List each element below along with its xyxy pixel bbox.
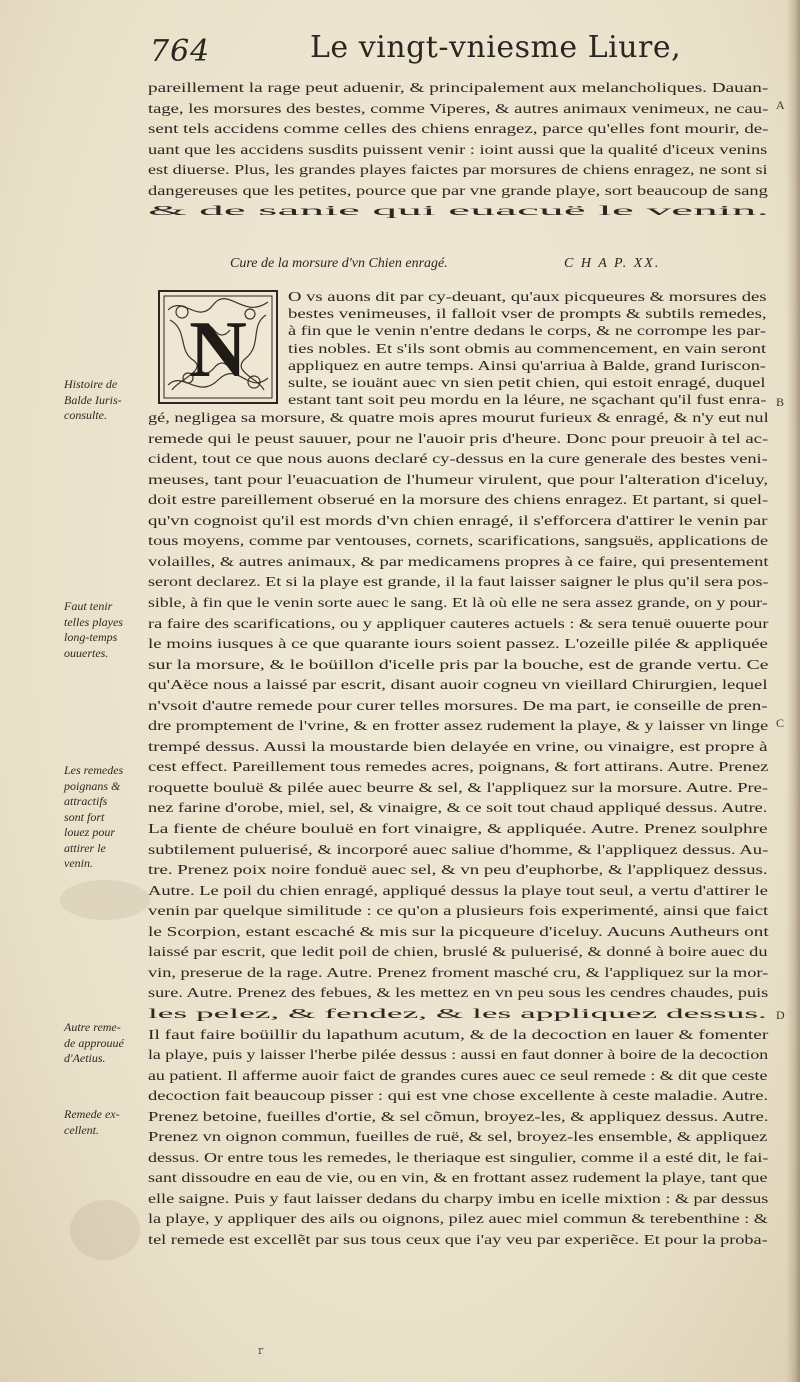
text-line: n'vsoit d'autre remede pour curer telles morsures. De ma part, ie conseille de pren-	[148, 697, 768, 713]
margin-letter: A	[776, 98, 785, 112]
text-line: estant tant soit peu mordu en la léure, ne sçachant qu'il fust enra-	[288, 392, 767, 408]
margin-note-line: Autre reme-	[64, 1020, 121, 1034]
text-line: Prenez betoine, fueilles d'ortie, & sel cõmun, broyez-les, & appliquez dessus. Autre.	[148, 1108, 769, 1124]
text-line: au patient. Il afferme auoir faict de grandes cures auec ce seul remede : & dit que ceste	[148, 1067, 768, 1083]
text-line: tre. Prenez poix noire fonduë auec sel, & vn peu d'euphorbe, & l'appliquez dessus.	[148, 862, 768, 878]
text-line: volailles, & autres animaux, & par medicamens propres à ce faire, qui presentement	[148, 553, 769, 569]
running-title: Le vingt-vniesme Liure,	[310, 30, 682, 65]
margin-note-line: long-temps	[64, 630, 118, 644]
text-line: seront declarez. Et si la playe est grande, il la faut laisser saigner le plus qu'il sera pos-	[148, 574, 769, 590]
chapter-number: C H A P. XX.	[564, 256, 661, 271]
text-line: ties nobles. Et s'ils sont obmis au commencement, en vain seront	[288, 340, 767, 356]
initial-letter: N	[189, 306, 247, 394]
text-line: laissé par escrit, que ledit poil de chien, bruslé & puluerisé, & donné à boire auec du	[148, 944, 768, 960]
page-number: 764	[150, 34, 211, 69]
text-line: le Scorpion, estant escaché & mis sur la picqueure d'iceluy. Aucuns Autheurs ont	[148, 923, 769, 939]
text-line: sur la morsure, & le boüillon d'icelle pris par la bouche, est de grande vertu. Ce	[148, 656, 769, 672]
text-line: dre promptement de l'vrine, & en frotter assez rudement la playe, & y laisser vn linge	[148, 718, 769, 734]
page-header	[150, 30, 682, 72]
text-line: cest effect. Pareillement tous remedes acres, poignans, & fort attirans. Autre. Prenez	[148, 759, 769, 775]
paper-stain	[70, 1200, 140, 1260]
text-line: Prenez vn oignon commun, fueilles de ruë, & sel, broyez-les ensemble, & appliquez	[148, 1129, 768, 1145]
margin-note-line: Les remedes	[64, 763, 124, 777]
text-line: roquette bouluë & pilée auec beurre & sel, & l'appliquez sur la morsure. Autre. Pre-	[148, 779, 769, 795]
margin-note-line: ouuertes.	[64, 645, 109, 660]
margin-note-line: consulte.	[64, 408, 107, 422]
text-line: Autre. Le poil du chien enragé, appliqué dessus la playe tout seul, a vertu d'attirer le	[148, 882, 768, 898]
text-line: bestes venimeuses, il falloit vser de prompts & subtils remedes,	[288, 306, 767, 322]
chapter-title: Cure de la morsure d'vn Chien enragé.	[230, 256, 448, 271]
footer-mark: r	[258, 1344, 264, 1357]
text-line: O vs auons dit par cy-deuant, qu'aux picqueures & morsures des	[288, 289, 767, 304]
margin-letter: C	[776, 716, 785, 730]
margin-note-line: attirer le	[64, 840, 106, 855]
margin-note-line: attractifs	[64, 794, 108, 808]
text-line: qu'vn cognoist qu'il est mords d'vn chien enragé, il s'efforcera d'attirer le venin par	[148, 512, 768, 528]
text-line: pareillement la rage peut aduenir, & principalement aux melancholiques. Dauan-	[148, 80, 769, 95]
text-line: est diuerse. Plus, les grandes playes faictes par morsures de chiens enragez, ne sont si	[148, 162, 768, 177]
text-line: doit estre pareillement obserué en la morsure des chiens enragez. Et partant, si quel-	[148, 492, 769, 508]
text-line: dangereuses que les petites, pource que par vne grande playe, sort beaucoup de sang	[148, 182, 768, 198]
margin-note-line: de approuué	[64, 1035, 124, 1050]
margin-note-line: venin.	[64, 856, 93, 870]
margin-letter: B	[776, 395, 785, 409]
text-line: vin, preserue de la rage. Autre. Prenez froment masché cru, & l'appliquez sur la mor-	[148, 964, 769, 980]
text-line: sant dissoudre en eau de vie, ou en vin, & en frottant assez rudement la playe, tant que	[148, 1170, 768, 1186]
text-line: elle saigne. Puis y faut laisser dedans du charpy imbu en icelle mixtion : & par dessus	[148, 1190, 769, 1206]
margin-note-line: cellent.	[64, 1122, 99, 1137]
margin-note-line: Balde Iuris-	[64, 392, 122, 407]
text-line: la playe, puis y laisser l'herbe pilée dessus : aussi en faut donner à boire de la decoction	[148, 1047, 769, 1063]
text-line: uant que les accidens susdits puissent venir : ioint aussi que la qualité d'iceux venins	[148, 141, 768, 157]
text-line: tage, les morsures des bestes, comme Viperes, & autres animaux venimeux, ne cau-	[148, 100, 769, 116]
text-line: appliquez en autre temps. Ainsi qu'arriua à Balde, grand Iuriscon-	[288, 357, 766, 373]
text-line: subtilement puluerisé, & incorporé auec saliue d'homme, & l'appliquez dessus. Au-	[148, 841, 769, 857]
decorated-initial-n	[158, 290, 278, 404]
text-line: tel remede est excellẽt par sus tous ceux que i'ay veu par experiẽce. Et pour la proba-	[148, 1232, 768, 1247]
text-line: meuses, tant pour l'euacuation de l'humeur virulent, que pour l'alteration d'iceluy,	[148, 471, 769, 487]
text-line: Il faut faire boüillir du lapathum acutum, & de la decoction en lauer & fomenter	[148, 1026, 769, 1042]
page-edge-shadow	[786, 0, 800, 1382]
text-line: ra faire des scarifications, ou y appliquer cauteres actuels : & sera tenuë ouuerte pour	[148, 615, 769, 631]
text-line: sulte, se iouänt auec vn sien petit chien, qui estoit enragé, duquel	[288, 375, 766, 390]
text-line: les pelez, & fendez, & les appliquez dessus.	[148, 1005, 767, 1021]
text-line: sent tels accidens comme celles des chiens enragez, parce qu'elles font mourir, de-	[148, 121, 769, 136]
text-line: venin par quelque similitude : ce qu'on a plusieurs fois experimenté, ainsi que faict	[148, 903, 769, 919]
text-line: la playe, y appliquer des ails ou oignons, pilez auec miel commun & terebenthine : &	[148, 1211, 768, 1227]
text-line: à fin que le venin n'entre dedans le corps, & ne corrompe les par-	[288, 323, 766, 339]
text-line: La fiente de chéure bouluë en fort vinaigre, & appliquée. Autre. Prenez soulphre	[148, 821, 768, 836]
margin-note-line: louez pour	[64, 825, 115, 839]
chapter-heading	[230, 256, 661, 272]
text-line: remede qui le peust sauuer, pour ne l'auoir pris d'heure. Donc pour preuoir à tel ac-	[148, 430, 769, 446]
text-line: qu'Aëce nous a laissé par escrit, disant auoir cogneu vn vieillard Chirurgien, lequel	[148, 677, 768, 693]
text-line: nez farine d'orobe, miel, sel, & vinaigre, & ce soit tout chaud appliqué dessus. Autre.	[148, 800, 768, 816]
margin-note-line: d'Aetius.	[64, 1051, 106, 1065]
text-line: trempé dessus. Aussi la moustarde bien delayée en vrine, ou vinaigre, est propre à	[148, 738, 768, 754]
margin-note-line: Remede ex-	[64, 1107, 120, 1121]
text-line: sure. Autre. Prenez des febues, & les mettez en vn peu sous les cendres chaudes, puis	[148, 985, 769, 1001]
text-line: sible, à fin que le venin sorte auec le sang. Et là où elle ne sera assez grande, on y pour-	[148, 594, 768, 610]
margin-note-line: sont fort	[64, 809, 105, 824]
margin-note-line: Faut tenir	[64, 599, 113, 613]
paper-stain	[60, 880, 150, 920]
text-line: le moins iusques à ce que quarante iours soient passez. L'ozeille pilée & appliquée	[148, 636, 768, 652]
text-line: gé, negligea sa morsure, & quatre mois apres mourut furieux & enragé, & n'y eut nul	[148, 410, 769, 425]
margin-note-line: Histoire de	[64, 377, 118, 391]
text-line: & de sanie qui euacuë le venin.	[148, 203, 769, 218]
margin-note-line: poignans &	[64, 778, 121, 793]
text-line: decoction fait beaucoup pisser : qui est vne chose excellente à ceste maladie. Autre.	[148, 1088, 769, 1104]
margin-note-line: telles playes	[64, 614, 123, 629]
margin-letter: D	[776, 1008, 785, 1022]
text-line: tous moyens, comme par ventouses, cornets, scarifications, sangsuës, applications de	[148, 533, 769, 549]
text-line: dessus. Or entre tous les remedes, le theriaque est singulier, comme il a esté dit, le fai-	[148, 1149, 769, 1165]
text-line: cident, tout ce que nous auons declaré cy-dessus en la cure generale des bestes veni-	[148, 451, 768, 467]
